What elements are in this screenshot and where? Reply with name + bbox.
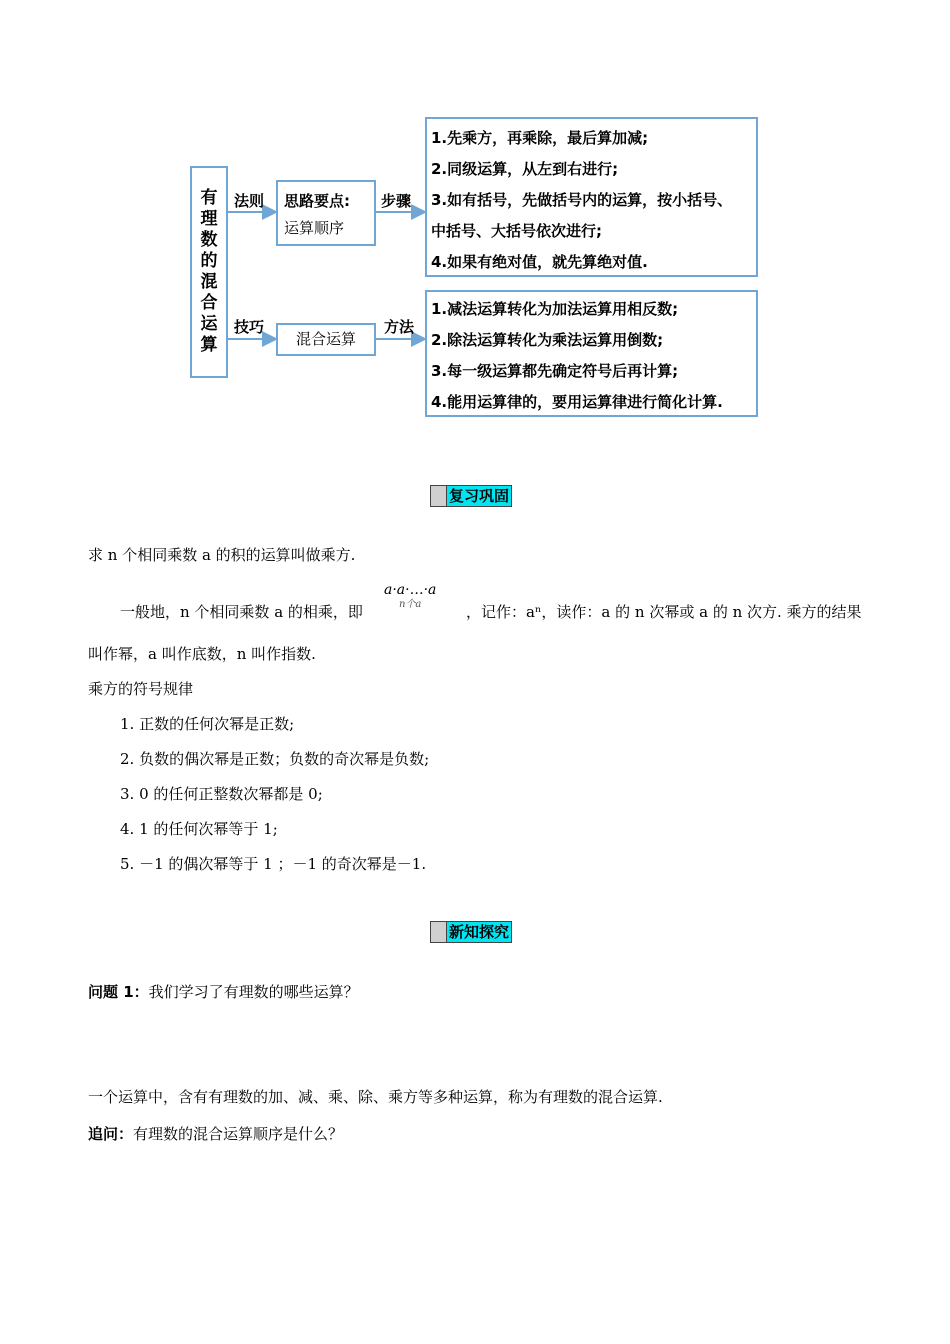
step-item: 1.先乘方，再乘除，最后算加减; xyxy=(431,129,649,147)
section-heading-review xyxy=(430,485,512,507)
sign-rule-item: 2. 负数的偶次幂是正数；负数的奇次幂是负数; xyxy=(120,750,430,768)
skill-label: 技巧 xyxy=(234,318,265,336)
thinking-label: 思路要点: xyxy=(284,192,350,210)
question-1 xyxy=(88,982,359,1002)
thinking-box xyxy=(276,180,376,246)
method-label: 方法 xyxy=(384,318,415,336)
mixed-op-box xyxy=(276,323,376,356)
sign-rule-item: 3. 0 的任何正整数次幂都是 0; xyxy=(120,785,323,803)
steps-box xyxy=(425,117,758,277)
thinking-sub: 运算顺序 xyxy=(284,219,345,237)
mixed-definition: 一个运算中，含有有理数的加、减、乘、除、乘方等多种运算，称为有理数的混合运算. xyxy=(88,1088,663,1106)
sign-rule-item: 5. －1 的偶次幂等于 1 ；－1 的奇次幂是－1. xyxy=(120,855,427,873)
sign-rule-item: 4. 1 的任何次幂等于 1; xyxy=(120,820,278,838)
section-heading-explore xyxy=(430,921,512,943)
method-item: 1.减法运算转化为加法运算用相反数; xyxy=(431,300,679,318)
method-item: 4.能用运算律的，要用运算律进行简化计算. xyxy=(431,393,723,411)
follow-up-text: 有理数的混合运算顺序是什么？ xyxy=(133,1125,344,1143)
product-formula xyxy=(384,581,436,611)
method-item: 3.每一级运算都先确定符号后再计算; xyxy=(431,362,679,380)
diagram-title-box xyxy=(190,166,228,378)
methods-box xyxy=(425,290,758,417)
section-heading-label: 新知探究 xyxy=(449,923,510,941)
general-paragraph-b: ，记作：aⁿ，读作：a 的 n 次幂或 a 的 n 次方. 乘方的结果 xyxy=(466,603,862,621)
step-item: 3.如有括号，先做括号内的运算，按小括号、 xyxy=(431,191,733,209)
step-item: 4.如果有绝对值，就先算绝对值. xyxy=(431,253,648,271)
formula-count: n个a xyxy=(398,599,422,610)
step-item: 中括号、大括号依次进行; xyxy=(431,222,602,240)
section-heading-label: 复习巩固 xyxy=(449,487,510,505)
definition-paragraph: 求 n 个相同乘数 a 的积的运算叫做乘方. xyxy=(88,546,356,564)
step-item: 2.同级运算，从左到右进行; xyxy=(431,160,619,178)
terms-paragraph: 叫作幂，a 叫作底数，n 叫作指数. xyxy=(88,645,316,663)
follow-up-question xyxy=(88,1124,343,1144)
mixed-op-label: 混合运算 xyxy=(295,330,356,348)
diagram-title: 有理数的混合运算 xyxy=(200,188,218,355)
question-1-label: 问题 1： xyxy=(88,983,149,1001)
sign-rule-item: 1. 正数的任何次幂是正数; xyxy=(120,715,295,733)
formula-product: a·a·…·a xyxy=(384,582,437,598)
sign-rule-title: 乘方的符号规律 xyxy=(88,680,194,698)
question-1-text: 我们学习了有理数的哪些运算？ xyxy=(148,983,359,1001)
follow-up-label: 追问： xyxy=(88,1125,134,1143)
rule-label: 法则 xyxy=(234,192,265,210)
steps-label: 步骤 xyxy=(381,192,412,210)
method-item: 2.除法运算转化为乘法运算用倒数; xyxy=(431,331,664,349)
general-paragraph-a: 一般地，n 个相同乘数 a 的相乘，即 xyxy=(120,603,363,621)
